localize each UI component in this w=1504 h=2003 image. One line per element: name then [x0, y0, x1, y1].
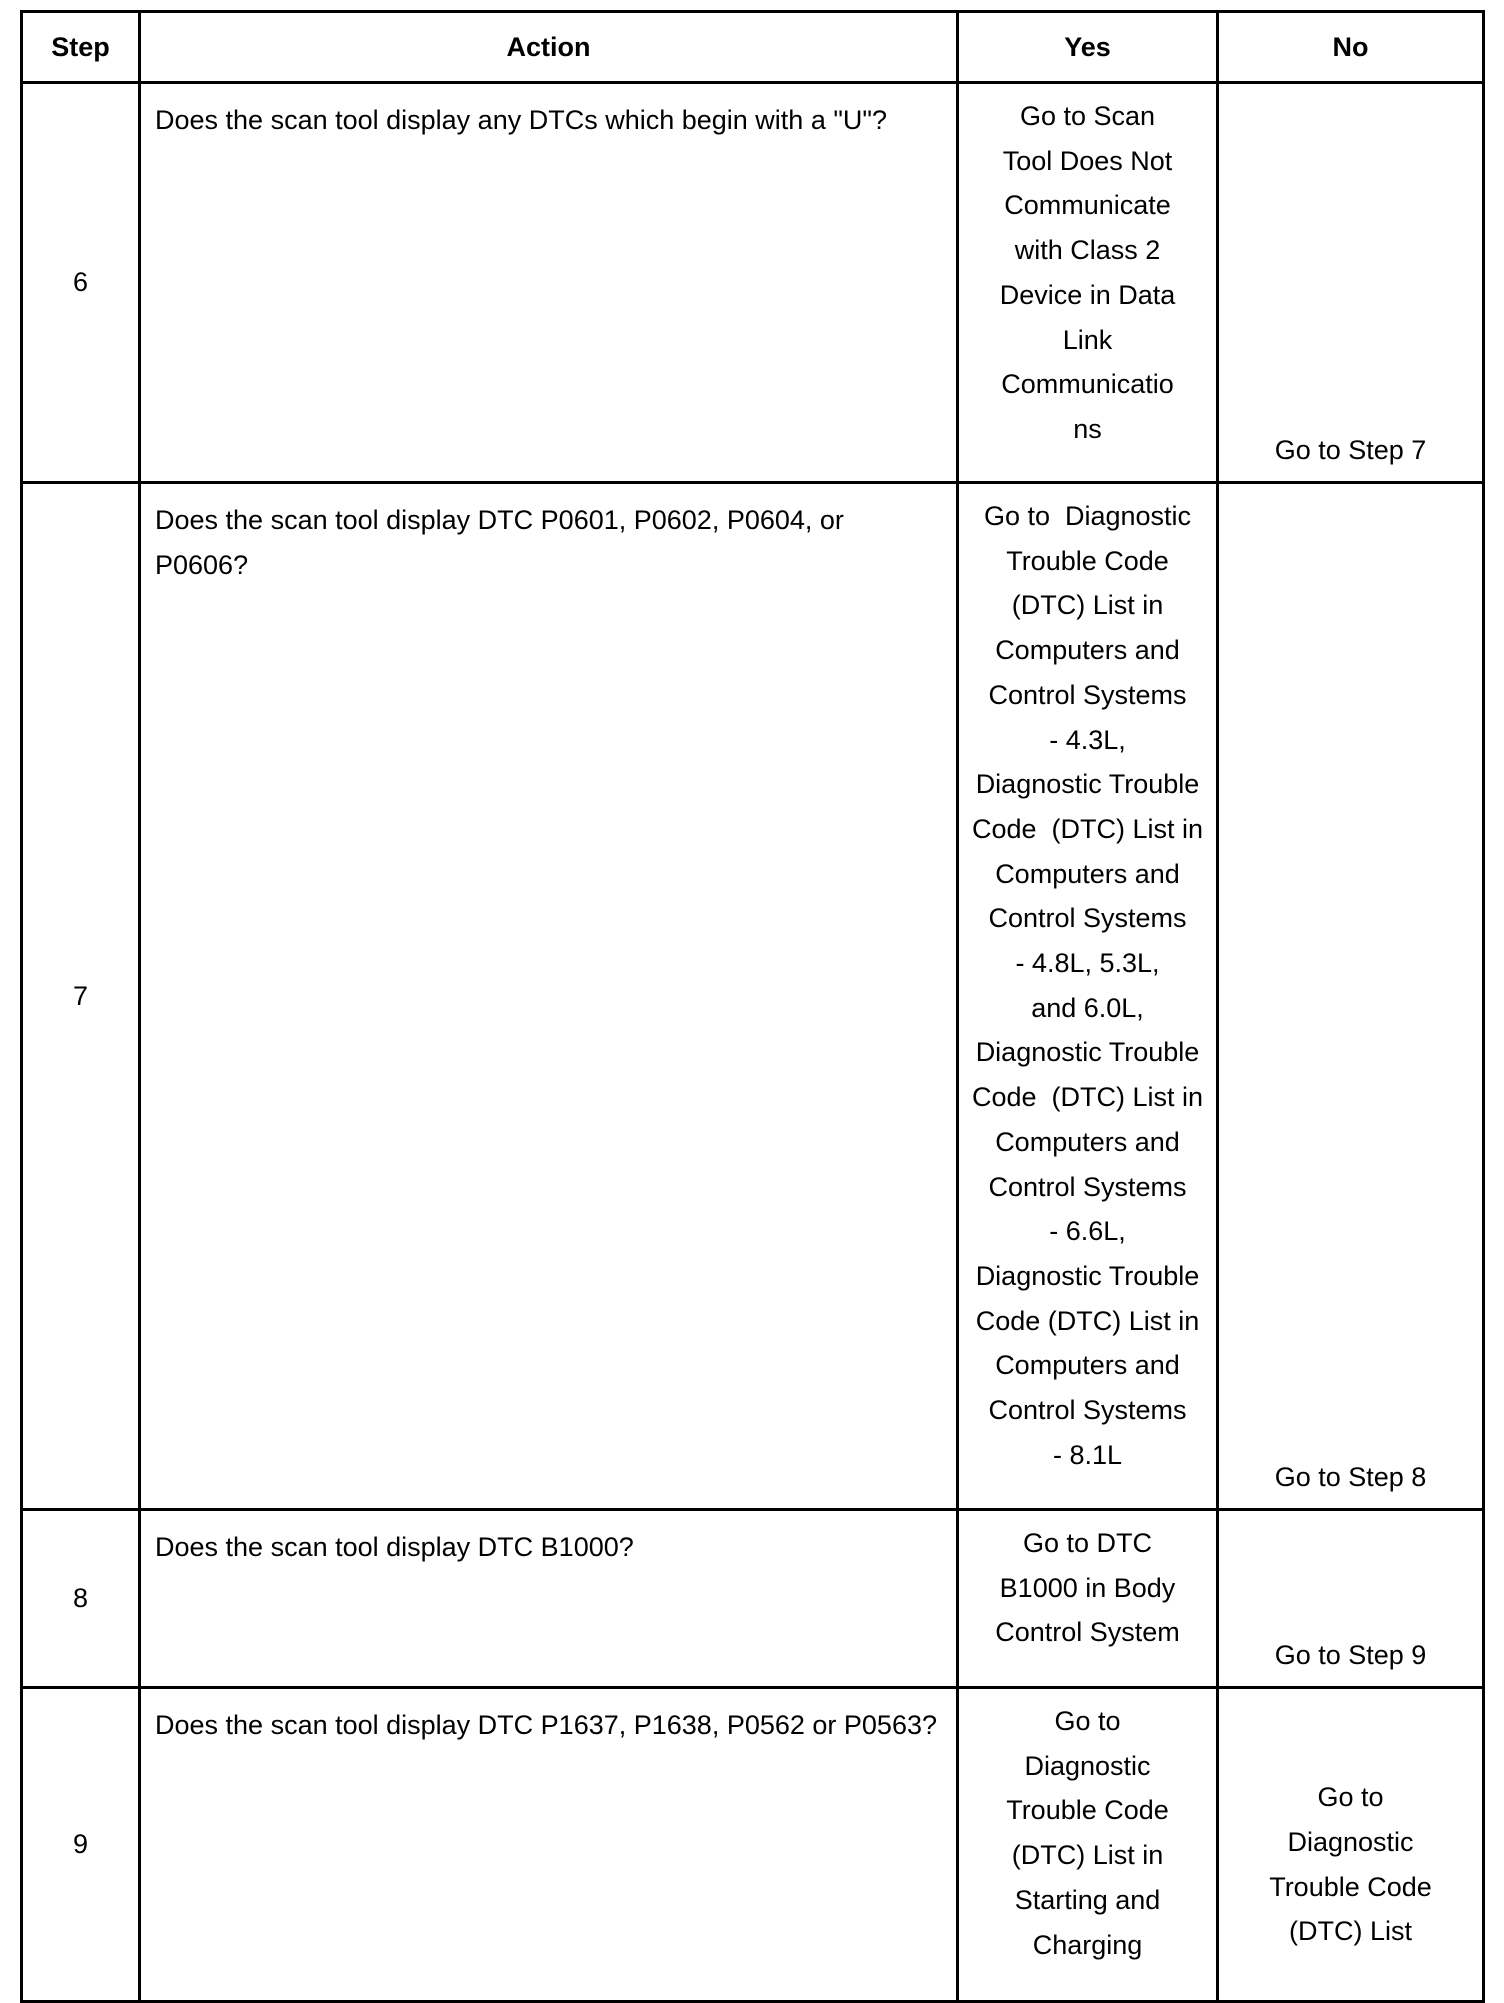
header-yes: Yes	[958, 12, 1218, 83]
action-text: Does the scan tool display DTC B1000?	[140, 1510, 958, 1688]
cell-line: Starting and	[1014, 1884, 1161, 1915]
cell-line: Device in Data	[999, 279, 1176, 310]
table-row-step-7	[22, 483, 1484, 1510]
cell-line: Control Systems	[988, 1395, 1187, 1426]
cell-line: Go to	[1054, 1706, 1121, 1736]
cell-lines	[959, 84, 1216, 481]
header-step: Step	[22, 12, 140, 83]
cell-line: (DTC) List in	[1011, 590, 1164, 621]
cell-lines	[1219, 84, 1482, 481]
yes-cell	[958, 1510, 1218, 1688]
no-cell	[1218, 1510, 1484, 1688]
cell-line: Tool Does Not	[1002, 145, 1173, 176]
table-row-step-9	[22, 1688, 1484, 2002]
cell-line: and 6.0L,	[1031, 992, 1144, 1023]
cell-line: Communicatio	[1001, 369, 1174, 400]
cell-line: Control Systems	[988, 903, 1187, 934]
cell-line: Computers and	[995, 858, 1180, 889]
no-cell	[1218, 483, 1484, 1510]
cell-line: Code (DTC) List in	[975, 1305, 1200, 1336]
cell-line: Trouble Code	[1269, 1871, 1432, 1902]
step-number: 9	[22, 1688, 140, 2002]
cell-line: Code (DTC) List in	[971, 813, 1204, 844]
table-row-step-6	[22, 83, 1484, 483]
cell-line: Go to	[1317, 1782, 1384, 1813]
cell-line: Computers and	[995, 1126, 1180, 1157]
cell-line: Control Systems	[988, 679, 1187, 710]
cell-lines	[959, 1511, 1216, 1686]
cell-lines	[959, 1689, 1216, 2000]
cell-line: Go to Step 9	[1274, 1640, 1427, 1671]
step-number: 8	[22, 1510, 140, 1688]
cell-line: Control System	[995, 1617, 1180, 1648]
cell-line: (DTC) List	[1289, 1916, 1412, 1947]
cell-lines	[1219, 1511, 1482, 1686]
step-number: 7	[22, 483, 140, 1510]
cell-line: - 4.3L,	[1049, 724, 1126, 755]
action-text: Does the scan tool display DTC P0601, P0602, P0604, or P0606?	[140, 483, 958, 1510]
cell-line: Trouble Code	[1006, 545, 1169, 576]
no-cell	[1218, 83, 1484, 483]
step-number: 6	[22, 83, 140, 483]
yes-cell	[958, 483, 1218, 1510]
action-text: Does the scan tool display DTC P1637, P1638, P0562 or P0563?	[140, 1688, 958, 2002]
cell-line: Go to Step 8	[1274, 1462, 1427, 1493]
cell-line: - 6.6L,	[1049, 1216, 1126, 1247]
cell-line: Code (DTC) List in	[971, 1082, 1204, 1113]
cell-lines	[1219, 1689, 1482, 2000]
cell-line: with Class 2	[1014, 235, 1161, 266]
cell-lines	[1219, 484, 1482, 1508]
no-cell	[1218, 1688, 1484, 2002]
cell-line: Go to Scan	[1019, 101, 1156, 131]
cell-line: Go to DTC	[1022, 1528, 1153, 1558]
cell-line: Diagnostic	[1287, 1826, 1414, 1857]
cell-line: Trouble Code	[1006, 1795, 1169, 1826]
table-row-step-8	[22, 1510, 1484, 1688]
cell-line: Charging	[1032, 1929, 1143, 1960]
yes-cell	[958, 1688, 1218, 2002]
header-action: Action	[140, 12, 958, 83]
cell-line: Link	[1062, 324, 1113, 355]
cell-line: Go to Step 7	[1274, 435, 1427, 466]
header-no: No	[1218, 12, 1484, 83]
cell-line: Diagnostic	[1024, 1750, 1151, 1781]
diagnostic-table	[20, 10, 1485, 2003]
cell-line: (DTC) List in	[1011, 1840, 1164, 1871]
action-text: Does the scan tool display any DTCs which begin with a "U"?	[140, 83, 958, 483]
cell-line: Control Systems	[988, 1171, 1187, 1202]
cell-line: Diagnostic Trouble	[975, 1260, 1200, 1291]
cell-line: Go to Diagnostic	[983, 501, 1192, 531]
cell-line: ns	[1073, 413, 1102, 444]
cell-line: Diagnostic Trouble	[975, 769, 1200, 800]
cell-line: Diagnostic Trouble	[975, 1037, 1200, 1068]
cell-lines	[959, 484, 1216, 1508]
cell-line: - 4.8L, 5.3L,	[1015, 948, 1160, 979]
cell-line: - 8.1L	[1052, 1439, 1123, 1470]
cell-line: Computers and	[995, 635, 1180, 666]
cell-line: B1000 in Body	[999, 1572, 1176, 1603]
yes-cell	[958, 83, 1218, 483]
cell-line: Computers and	[995, 1350, 1180, 1381]
header-row	[22, 12, 1484, 83]
cell-line: Communicate	[1004, 190, 1171, 221]
